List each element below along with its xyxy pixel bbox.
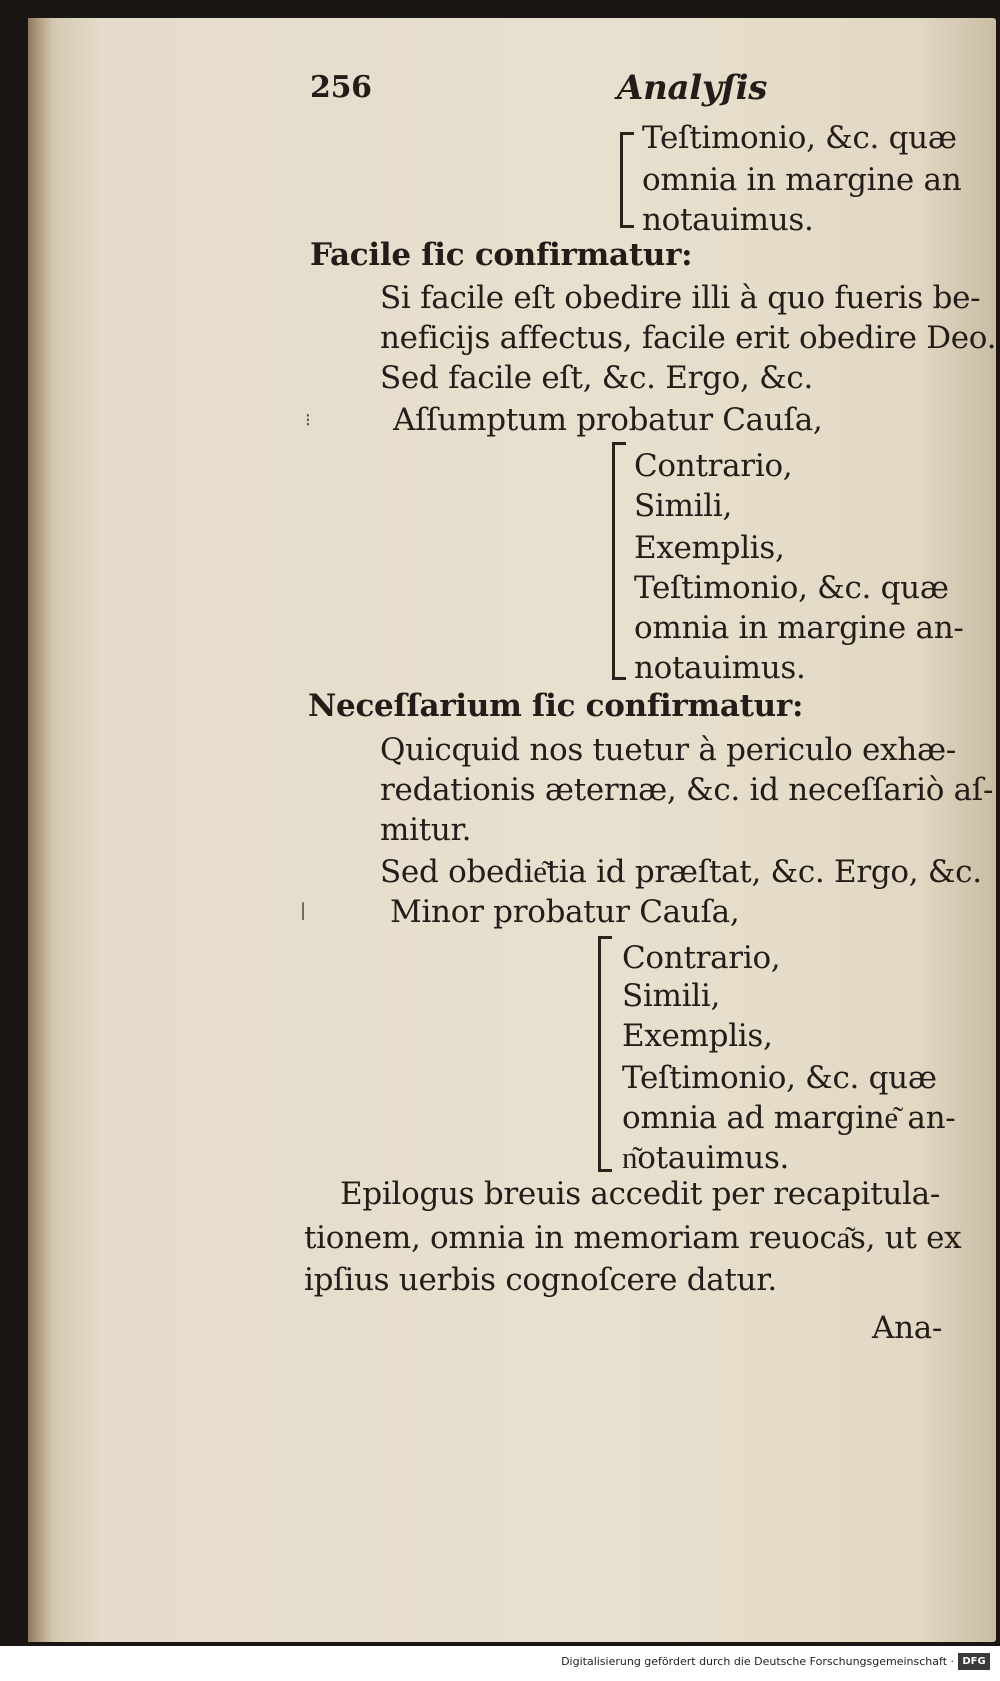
brace-bracket-3	[598, 936, 601, 1172]
text-line: Epilogus breuis accedit per recapitula-	[340, 1176, 941, 1212]
text-line: Contrario,	[622, 940, 781, 976]
brace-bracket-1	[620, 132, 623, 228]
running-title: Analyſis	[617, 68, 768, 108]
text-line: neficijs affectus, facile erit obedire Deo.	[380, 320, 997, 356]
text-line: mitur.	[380, 812, 472, 848]
text-line: Sed obedie͂tia id præſtat, &c. Ergo, &c.	[380, 854, 982, 890]
page-number: 256	[310, 70, 372, 105]
footer-bar	[0, 1646, 1000, 1681]
text-line: Contrario,	[634, 448, 793, 484]
dfg-logo-icon: DFG	[958, 1653, 990, 1670]
section-heading: Neceſſarium ſic confirmatur:	[308, 688, 804, 724]
text-line: omnia ad margine͂ an-	[622, 1100, 956, 1136]
text-line: Minor probatur Cauſa,	[390, 894, 740, 930]
text-line: Teſtimonio, &c. quæ	[634, 570, 949, 606]
text-line: redationis æternæ, &c. id neceſſariò aſ-	[380, 772, 994, 808]
text-line: Simili,	[634, 488, 733, 524]
text-line: Si facile eſt obedire illi à quo fueris be-	[380, 280, 981, 316]
brace-bracket-2	[612, 442, 615, 680]
text-line: Simili,	[622, 978, 721, 1014]
page-gutter	[28, 18, 50, 1642]
text-line: omnia in margine an-	[634, 610, 964, 646]
catchword: Ana-	[872, 1310, 943, 1346]
text-line: Teſtimonio, &c. quæ	[622, 1060, 937, 1096]
text-line: ipſius uerbis cognoſcere datur.	[304, 1262, 777, 1298]
text-line: Teſtimonio, &c. quæ	[642, 120, 957, 156]
text-line: omnia in margine an	[642, 162, 962, 198]
margin-mark: |	[300, 900, 307, 921]
section-heading: Facile ſic confirmatur:	[310, 237, 693, 273]
text-line: tionem, omnia in memoriam reuoca͂s, ut ex	[304, 1220, 962, 1256]
text-line: Exemplis,	[622, 1018, 773, 1054]
text-line: Exemplis,	[634, 530, 785, 566]
footer-credit: Digitalisierung gefördert durch die Deutsche Forschungsgemeinschaft ·	[561, 1655, 954, 1668]
text-line: n͂otauimus.	[622, 1140, 790, 1176]
text-line: notauimus.	[634, 650, 806, 686]
text-line: Sed facile eſt, &c. Ergo, &c.	[380, 360, 814, 396]
text-line: Quicquid nos tuetur à periculo exhæ-	[380, 732, 956, 768]
margin-mark: ⁝	[305, 410, 311, 431]
text-line: notauimus.	[642, 202, 814, 238]
text-line: Aſſumptum probatur Cauſa,	[393, 402, 823, 438]
